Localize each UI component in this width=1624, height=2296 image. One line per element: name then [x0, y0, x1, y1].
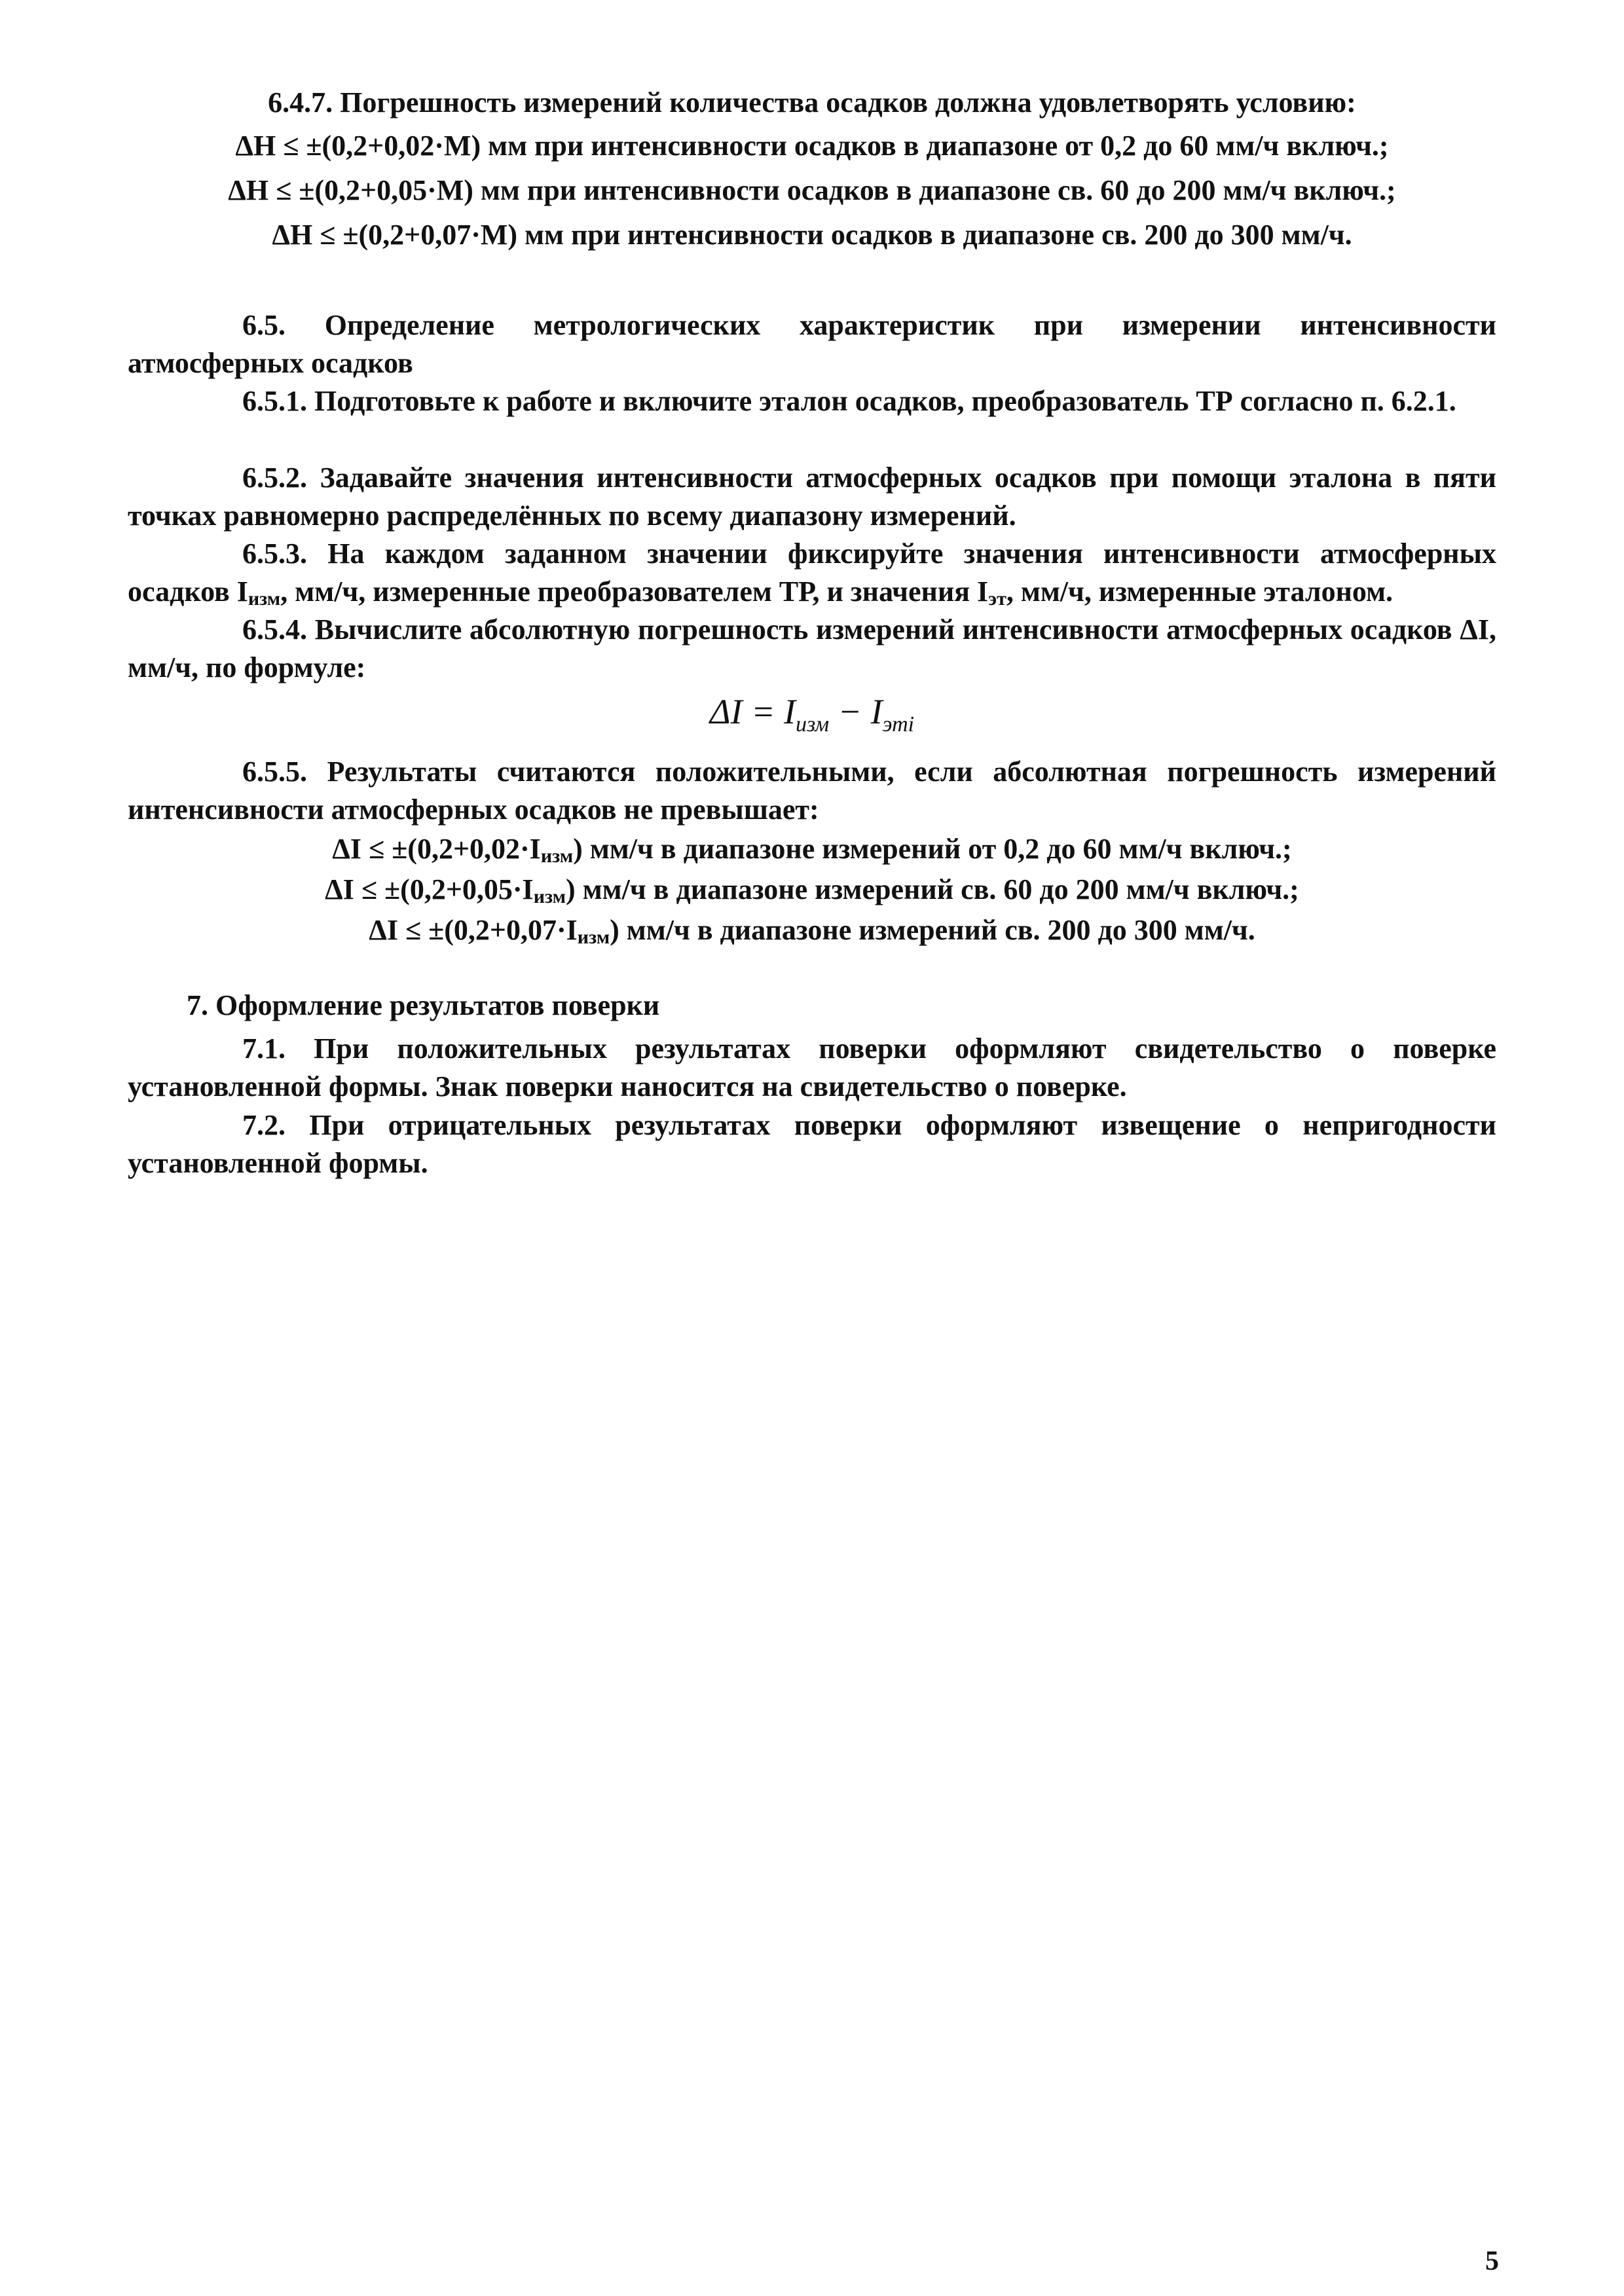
section-7-title: 7. Оформление результатов поверки: [187, 989, 660, 1021]
condition-di-3-a: ΔI ≤ ±(0,2+0,07·I: [369, 914, 578, 946]
condition-di-3-b: ) мм/ч в диапазоне измерений св. 200 до 300 мм/ч.: [610, 914, 1255, 946]
section-6-5-title: 6.5. Определение метрологических характеристик при измерении интенсивности: [242, 309, 1496, 341]
formula-sub-izm: изм: [796, 712, 830, 737]
condition-di-2-a: ΔI ≤ ±(0,2+0,05·I: [325, 873, 534, 905]
paragraph-6-5-1: 6.5.1. Подготовьте к работе и включите эталон осадков, преобразователь ТР согласно п. 6.2.1.: [242, 385, 1456, 417]
paragraph-6-5-3-part-b: , мм/ч, измеренные преобразователем ТР, и значения I: [280, 575, 989, 608]
condition-dh-3: ΔH ≤ ±(0,2+0,07·M) мм при интенсивности осадков в диапазоне св. 200 до 300 мм/ч.: [272, 219, 1352, 251]
formula-delta-i: [128, 692, 1496, 737]
subscript-izm: изм: [248, 588, 281, 610]
condition-di-3: [128, 911, 1496, 949]
paragraph-7-2: 7.2. При отрицательных результатах поверки оформляют извещение о непригодности установленной формы.: [128, 1109, 1496, 1179]
formula-mid: − I: [829, 692, 883, 731]
section-6-5-title-cont: атмосферных осадков: [128, 347, 413, 379]
condition-di-1-a: ΔI ≤ ±(0,2+0,02·I: [332, 833, 541, 865]
subscript-et: эт: [988, 588, 1006, 610]
condition-di-1-b: ) мм/ч в диапазоне измерений от 0,2 до 60 мм/ч включ.;: [573, 833, 1292, 865]
condition-dh-2: ΔH ≤ ±(0,2+0,05·M) мм при интенсивности осадков в диапазоне св. 60 до 200 мм/ч включ.;: [228, 174, 1396, 206]
condition-di-2-b: ) мм/ч в диапазоне измерений св. 60 до 200 мм/ч включ.;: [566, 873, 1299, 905]
condition-di-1-sub: изм: [540, 845, 574, 867]
paragraph-7-1: 7.1. При положительных результатах поверки оформляют свидетельство о поверке установленной формы. Знак поверки наносится на свидетельство о поверке.: [128, 1032, 1496, 1102]
page-number: 5: [1485, 2246, 1499, 2276]
section-6-4-7-lead: 6.4.7. Погрешность измерений количества осадков должна удовлетворять условию:: [268, 86, 1356, 118]
formula-sub-eti: эті: [882, 712, 915, 737]
paragraph-6-5-2: 6.5.2. Задавайте значения интенсивности атмосферных осадков при помощи эталона в пяти точках равномерно распределённых по всему диапазону измерений.: [128, 462, 1496, 532]
formula-lhs: ΔI = I: [709, 692, 796, 731]
condition-di-3-sub: изм: [577, 926, 610, 948]
paragraph-6-5-3-part-c: , мм/ч, измеренные эталоном.: [1006, 575, 1393, 608]
condition-di-2-sub: изм: [533, 886, 566, 907]
paragraph-6-5-3: [128, 535, 1496, 611]
condition-di-1: [128, 830, 1496, 868]
paragraph-6-5-4: 6.5.4. Вычислите абсолютную погрешность измерений интенсивности атмосферных осадков ΔI, мм/ч, по формуле:: [128, 613, 1496, 683]
condition-dh-1: ΔH ≤ ±(0,2+0,02·M) мм при интенсивности осадков в диапазоне от 0,2 до 60 мм/ч включ.;: [235, 130, 1389, 162]
paragraph-6-5-5: 6.5.5. Результаты считаются положительными, если абсолютная погрешность измерений интенсивности атмосферных осадков не превышает:: [128, 756, 1496, 826]
condition-di-2: [128, 871, 1496, 909]
paragraph-6-5-3-part-a: 6.5.3. На каждом заданном значении фиксируйте значения интенсивности атмосферных осадков I: [128, 538, 1496, 608]
